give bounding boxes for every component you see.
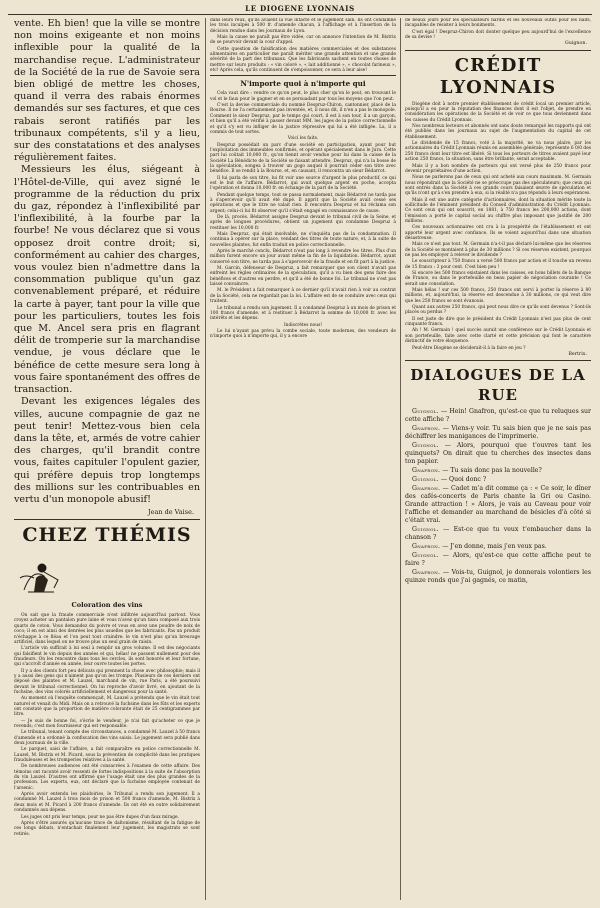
paragraph: Le souscripteur à 750 francs a versé 500 francs par action et il touche un revenu de 15 francs : 3 pour cent. C'est bien peu ! [405,259,591,270]
paragraph: Mais Despruz, qui était insolvable, ne s'inquiéta pas de la condamnation. Il continua à opérer sur la place, vendant des titres de toute nature, et, à la suite de nouvelles plaintes, fut enfin traduit en police correctionnelle. [210,232,396,248]
dialogue-line [405,569,591,585]
dialogue-line [405,425,591,441]
judge-figure-icon [14,548,200,598]
dialogue-text: — Quoi donc ? [440,476,487,484]
section-title-credit-lyonnais: CRÉDIT LYONNAIS [439,54,557,98]
column-3 [405,18,591,902]
speaker-name: Guignol. [412,552,439,560]
article-signature: Bertrix. [568,351,587,357]
paragraph: Mais il y a bon nombre de porteurs qui ont versé plus de 250 francs pour devenir propriétaires d'une action. [405,163,591,174]
section-title-dialogues: DIALOGUES DE LA RUE [410,366,586,405]
section-rule [210,75,396,76]
paragraph: Après s'être assurés qu'aucune trace de daltonisme, résultant de la fatigue de ces longs débats, n'entachait finalement leur jugement, les magistrats se sont retirés. [14,820,200,837]
speaker-name: Guignol. [412,526,439,534]
section-title-nimporte-quoi: N'importe quoi à n'importe qui [240,79,366,89]
paragraph: Mais la cause ne paraît pas être vidée, car on annonce l'intention de M. Bistrix de se pourvoir devant la cour d'appel. [210,35,396,46]
paragraph: Messieurs les élus, siégeant à l'Hôtel-de-Ville, qui avez signé le programme de la réduction du prix du gaz, répondez à l'inflexibilité par l'inflexibilité, à la fourbe par la fourbe! Ne vous déclarez que si vous opposez droit contre droit; si, conformément au cahier des charges, vous voulez bien n'admettre dans la consommation publique qu'un gaz convenablement préparé, et réduire la carte à payer, tant pour la ville que pour les particuliers, toutes les fois que M. Ancel sera pris en flagrant délit de tromperie sur la marchandise vendue, je vous déclare que le bénéfice de cette mesure sera long à vous faire spontanément des offres de transaction. [14,164,200,396]
paragraph: Nous ne parlerons pas de ceux qui ont acheté aux cours maximum. M. Germain nous répondrait que la Société ne se préoccupe pas des spéculateurs; que ceux qui sont entrés dans la Société à ces grands cours faisaient œuvre de spéculation et qu'ils n'ont qu'à s'en prendre à eux, si la réalité n'a pas répondu à leurs espérances. [405,175,591,197]
section-rule [14,519,200,520]
paragraph: Mais hélas ! sur ces 500 francs, 250 francs ont servi à porter la réserve à 80 millions, et, aujourd'hui, la réserve est descendue à 30 millions, ce qui veut dire que les 250 francs se sont évanouis. [405,288,591,304]
judge-illustration [14,548,200,598]
paragraph: Devant les exigences légales des villes, aucune compagnie de gaz ne peut tenir! Mettez-vous bien cela dans la tête, et, armés de votre cahier des charges, qu'il brandit contre vous, faites capituler l'opulent gazier, qui préfère depuis trop longtemps des millions sur les contribuables en vertu d'un monopole abusif! [14,396,200,505]
dialogue-text: — Tu sais donc pas la nouvelle? [442,467,542,475]
top-rule [8,14,592,15]
speaker-name: Guignol. [412,476,439,484]
dialogue-line [405,476,591,484]
dialogue-line [405,408,591,424]
dialogue-text: — Viens-y voir. Tu sais bien que je ne sais pas déchiffrer les manigances de l'imprimerie. [405,425,591,441]
paragraph: Diogène doit à notre premier établissement de crédit local un premier article, puisqu'il a eu pour la réputation des finances dont il est l'objet, de prendre en considération les opérations de la Société et de voir ce que tous deviennent dans les caisses du Crédit Lyonnais. [405,101,591,123]
dialogue-line [405,442,591,466]
paragraph: Pendant quelque temps, tout se passa normalement, mais Bédarrot ne tarda pas à s'apercevoir qu'il avait été dupé. Il apprit que la Société avait cessé ses opérations et que le titre ne valait rien. Il rencontra Despruz et lui réclama son argent; celui-ci lui fit observer qu'il s'était engagé en connaissance de cause. [210,192,396,214]
dialogue-line [405,485,591,525]
paragraph: On sait que la fraude commerciale n'est infiltrée aujourd'hui partout. Vous croyez acheter un pantalon pure laine et vous n'avez qu'un tissu composé aux trois quarts de coton. Vous demandez du poivre et vous en avez une poudre de noix de coco; il en est ainsi des denrées les plus usuelles que les fabricants. Pas un produit n'échappe à ce fléau et l'on peut tout craindre: le vin n'est plus qu'un breuvage artificiel, dans lequel on ne trouve plus un seul grain de raisin. [14,613,200,645]
paragraph: Nos nombreux lecteurs et abonnés ont sans doute remarqué les rapports qui ont été publiés dans les journaux au sujet de l'augmentation du capital de cet établissement. [405,124,591,140]
paragraph: Mais il est une autre catégorie d'actionnaires, dont la situation mérite toute la sollicitude de l'éminent président du Conseil d'administration du Crédit Lyonnais. Ce sont ceux qui ont souscrit, en 1881, à 750 francs les 200,000 actions, dont l'émission a porté le capital social au chiffre plus imposant que justifié de 200 millions. [405,197,591,224]
paragraph: Le tribunal, tenant compte des circonstances, a condamné M. Lauzel à 50 francs d'amende et a ordonné la confiscation des vins saisis. Le jugement sera publié dans deux journaux de la ville. [14,730,200,747]
article-signature: Jean de Vaise. [148,508,194,517]
paragraph: Quant aux autres 250 francs, qui peut nous dire ce qu'ils sont devenus ? Sont-ils placés ou perdus ? [405,305,591,316]
paragraph: Le parquet, saisi de l'affaire, a fait comparaître en police correctionnelle M. Lauzel, M. Bistrix et M. Picard, sous la prévention de complicité dans les pratiques frauduleuses et les tromperies relatives à la santé. [14,747,200,764]
paragraph: C'est la devise commerciale du nommé Despruz-Chiron, cantonnier, placé de la Bourse. Il ne l'a certainement pas inventée, et, il nous dit, il n'en a pas le monopole. Comment le sieur Despruz, par le temps qui court, il est à son tour, il a un garçon, et bien qu'il a été vérifié à passer devant MM. les juges de la police correctionnelle et qu'il s'y est vu infliger de la justice répressive qui lui a été infligée. La, il a commis de tout sortes. [210,103,396,135]
dialogue-line [405,552,591,568]
paragraph: Ces nouveaux actionnaires ont cru à la prospérité de l'établissement et ont apporté leur argent avec confiance. Ils se voient aujourd'hui dans une situation désastreuse. [405,225,591,241]
paragraph: Peut-être Diogène se déciderait-il à la faire en jeu ? [412,345,526,351]
dialogue-text: — Alors, pourquoi que t'ouvres tant les quinquets? On dirait que tu cherches des insectes dans ton papier. [405,442,591,466]
dialogue-text: — Hein! Gnafron, qu'est-ce que tu reluques sur cette affiche ? [405,408,591,424]
paragraph: Il est juste de dire que le président du Crédit Lyonnais n'est pas plus de cent cinquante francs. [405,316,591,328]
paragraph: M. Garcin, défenseur de Despruz, a fait remarquer que son client n'avait pas enfreint les règles ordinaires de la spéculation, qu'il a vu bien des gens faire des bénéfices et d'autres en perdre, et qu'il a été de bonne foi. Le tribunal ne s'est pas laissé convaincre. [210,266,396,288]
paragraph: — Je suis de bonne foi, s'écrie le vendeur, je n'ai fait qu'acheter ce que je revends; c'est mon fournisseur qui est responsable. [14,718,200,729]
paragraph: Au moment où l'enquête commençait, M. Lauzel a prétendu que le vin était tout naturel et venait du Midi. Mais on a retrouvé la fuchsine dans les fûts et les experts ont constaté que la proportion de matière colorante était de 25 centigrammes par litre. [14,696,200,718]
article-signature: Guignon. [564,41,587,47]
masthead: LE DIOGENE LYONNAIS [245,4,355,13]
paragraph: Ah ! M. Germain ! quel succès aurait une conférence sur le Crédit Lyonnais et son portefeuille, faite avec cette clarté et cette précision qui font le caractère distinctif de votre éloquence. [405,328,591,345]
column-2 [210,18,396,902]
paragraph: Le dividende de 15 francs, voté à la majorité, ne va nous plaire, par les actionnaires du Crédit Lyonnais réunis en assemblée générale, représente 6 0/0 des 250 francs dont leur titre est libéré. Si tous les porteurs de titres avaient payé leur action 250 francs, la situation, sans être brillante, serait acceptable. [405,141,591,163]
dialogue-line [405,526,591,542]
paragraph: Si encore les 500 francs existaient dans les caisses, en bons billets de la Banque de France, ou dans le portefeuille en beau papier de négociation courante ! Ce serait une consolation. [405,271,591,287]
dialogue-text: — Est-ce que tu veux t'embaucher dans la chanson ? [405,526,591,542]
column-1 [14,18,200,902]
paragraph: Voici les faits. [287,136,319,142]
paragraph: Les juges ont pris leur temps, pour ne pas être dupes d'un faux mirage. [21,814,179,820]
dialogue-line [405,467,591,475]
speaker-name: Gnafron. [412,569,441,577]
paragraph: de beaux jours pour les spéculateurs hardis et les nouveaux outils pour les naïfs, incapables de résister à leurs boniments. [405,18,591,29]
section-rule [405,360,591,361]
speaker-name: Gnafron. [412,467,441,475]
paragraph: Despruz possédait un parc d'une société en participation, ayant pour but l'exploitation des immeubles confirmés, et opérant spécialement dans le Jura. Cette part lui coûtait 10,000 fr., qu'on tiennt avoir vendue pour lui dans la caisse de la Société La Bénédicte de la Société se faisant attendre, Despruz, qui n'a la bosse de la spéculation, songea à trouver un gogo auquel il pourrait céder son titre avec bénéfice. Il se rendit à la Bourse, et, en causant, il rencontra un sieur Bédarrot. [210,142,396,175]
paragraph: Le lui n'ayant pas prévu la combe sociale, toute modernes, des vendeurs de n'importe quoi à n'importe qui, il y a encore [210,328,396,340]
dialogue-line [405,543,591,551]
paragraph: M. le Président a fait remarquer à ce dernier qu'il n'avait rien à voir au contrat de la Société, cela ne regardait pas la loi. L'affaire est de se conduire avec ceux qui traitent. [210,288,396,305]
paragraph: De nombreuses audiences ont été consacrées à l'examen de cette affaire. Des témoins ont raconté avoir ressenti de fortes indispositions à la suite de l'absorption du vin Lauzel. D'autres ont affirmé que l'usage était une des plus grandes de la profession. Les experts, eux, ont déclaré que la fuchsine employée contenait de l'arsenic. [14,764,200,791]
column-divider [205,18,206,900]
paragraph: dans leurs reux, qu'ils avaient la vue intacte et le jugement sain. Ils ont condamné les trois inculpés à 500 fr. d'amende chacun, à l'affichage et à l'insertion de la décision rendue dans les journaux de Lyon. [210,18,396,34]
section-rule [405,50,591,51]
dialogue-text: — Alors, qu'est-ce que cette affiche peut te faire ? [405,552,591,568]
paragraph: Cela vaut dire : vendre ce qu'on peut, le plus cher qu'on le peut, en trouvant le vol et le faux pour le gagner et en se persuadant par tous les moyens que l'on peut. [210,91,396,102]
speaker-name: Gnafron. [412,425,441,433]
dialogue-text: — Cadet m'a dit comme ça : « Ce soir, le dîner des cafés-concerts de Paris chante la Gri ou Casino. Grande attraction ! » Alors, je vais au Caveau pour voir l'affiche et demander au marchand de bésicles d'à côté si c'était vrai. [405,485,591,525]
paragraph: Il y a des clients fort peu délicats qui prennent la chose avec philosophie; mais il y a aussi des gens qui n'aiment pas qu'on les trompe. Plusieurs de ces derniers ont déposé des plaintes et M. Lauzel, marchand de vin, rue Paris, a été poursuivi devant le tribunal correctionnel. On lui reproche d'avoir livré, en ajoutant de la fuchsine, des vins colorés artificiellement et dangereux pour la santé. [14,668,200,695]
paragraph: Cette question de falsification des matières commerciales et des substances alimentaires en particulier me paraît mériter une grande attention et une grande sévérité de la part des tribunaux. Que les fabricants sachent en toutes choses de mettre sur leurs produits : « vin coloré », « lait additionné », « chocolat farineux », etc! Après cela, qu'ils continuent de s'empoisonner, ce sera à leur aise! [210,46,396,74]
gas-article [14,18,200,506]
paragraph: L'article vin suffirait à lui seul à remplir un gros volume. Il est des négociants qui falsifient le vin depuis des années et qui, hélas! ne passent nullement pour des fraudeurs. On les rencontre dans tous les cercles, ils sont honorés et leur fortune, qui s'accroît d'année en année, leur ouvre toutes les portes. [14,646,200,668]
speaker-name: Gnafron. [412,543,441,551]
dialogue [405,408,591,585]
paragraph: Après avoir entendu les plaidoiries, le Tribunal a rendu son jugement. Il a condamné M. Lauzel à trois mois de prison et 500 francs d'amende, M. Bistrix à deux mois et M. Picard à 200 francs d'amende. Ils ont été en outre solidairement condamnés aux dépens. [14,792,200,814]
paragraph: De là, procès. Bédarrot assigne Despruz devant le tribunal civil de la Seine, et après de longues procédures, obtient un jugement qui condamne Despruz à restituer les 10,000 fr. [210,215,396,231]
paragraph: Après le marché conclu, Bédarrot n'eut pas long à revendre les titres. Plus d'un million furent encore un jour avant même la fin de la liquidation. Bédarrot, ayant conservé son titre, ne tarda pas à s'apercevoir de la fraude et en fit part à la justice. [210,249,396,265]
dialogue-text: — J'en donne, mais j'en veux pas. [442,543,547,551]
paragraph: Le tribunal a rendu son jugement. Il a condamné Despruz à un mois de prison et 100 francs d'amende, et à restituer à Bédarrot la somme de 10,000 fr. avec les intérêts et les dépens. [210,305,396,322]
dialogue-text: — Vois-tu, Guignol, je donnerais volontiers les quinze ronds que j'ai gagnés, ce matin, [405,569,591,585]
paragraph: Indiscrètes nous! [283,322,323,328]
paragraph: Mais ce n'est pas tout. M. Germain n'a-t-il pas déclaré lui-même que les réserves de la Société se montaient à plus de 30 millions ? Si ces réserves existent, pourquoi ne pas les employer à relever le dividende ? [405,242,591,258]
paragraph: vente. Eh bien! que la ville se montre non moins exigeante et non moins inflexible pour la qualité de la marchandise reçue. L'administrateur de la Société de la rue de Savoie sera bien obligé de mettre les choses, quand il verra des rabais énormes demandés sur ses factures, et que ces rabais seront ratifiés par les tribunaux compétents, s'il y a lieu, sur des constatations et des analyses régulièrement faites. [14,18,200,164]
paragraph: Il lui parla de son titre, lui fit voir une source d'argent le plus productif, ce qui est le but de l'affaire. Bédarrot, qui avait quelque argent en poche, accepta l'opération et donna 10,000 fr. en échange de la part de la Société. [210,175,396,192]
article-subtitle: Coloration des vins [71,601,143,610]
speaker-name: Guignol. [412,408,439,416]
column-divider [400,18,401,900]
speaker-name: Gnafron. [412,485,441,493]
section-title-chez-themis: CHEZ THÉMIS [22,524,192,547]
paragraph: C'est égal ! Despruz-Chiron doit donter quelque peu aujourd'hui de l'excellence de sa devise ! [405,29,591,41]
speaker-name: Guignol. [412,442,439,450]
